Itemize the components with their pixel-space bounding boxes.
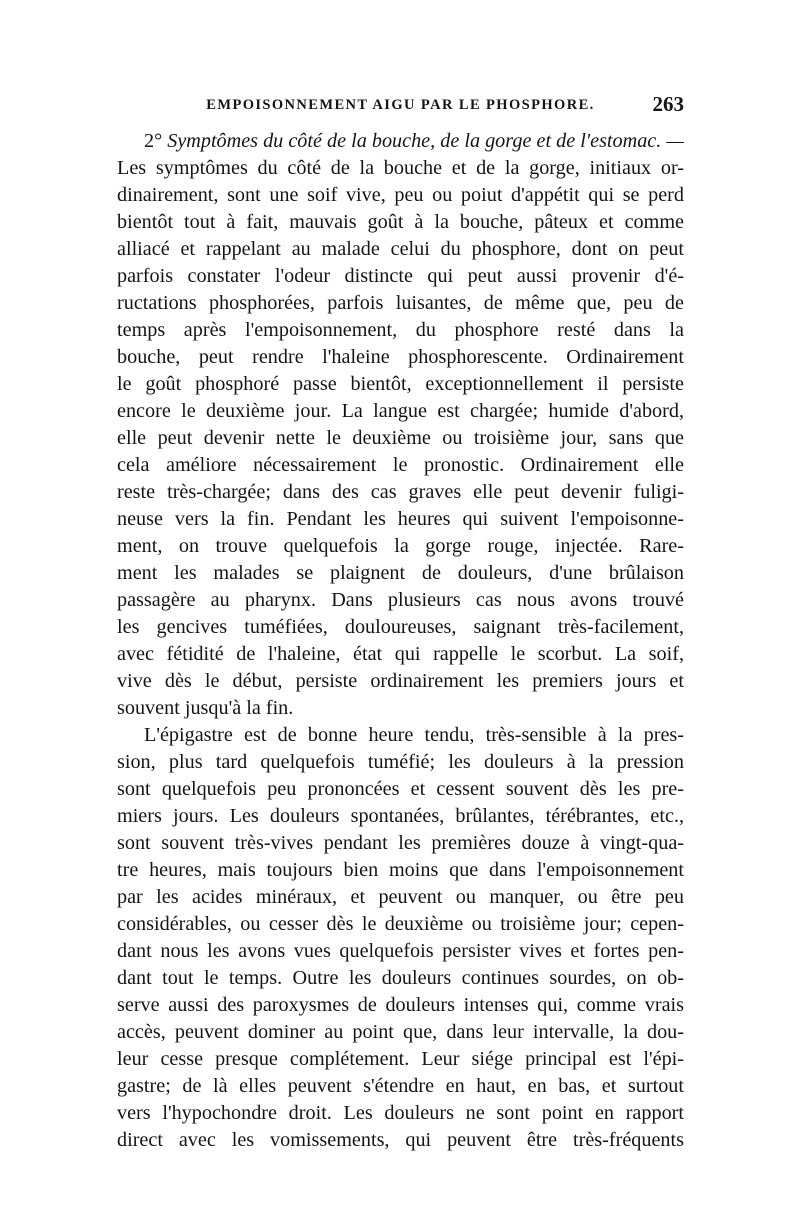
paragraph-line: bouche, peut rendre l'haleine phosphorescente. Ordinairement [117, 346, 684, 368]
paragraph-line: sont quelquefois peu prononcées et cessent souvent dès les pre- [117, 778, 684, 800]
paragraph-line: serve aussi des paroxysmes de douleurs intenses qui, comme vrais [117, 994, 684, 1016]
paragraph-line: direct avec les vomissements, qui peuvent être très-fréquents [117, 1129, 684, 1151]
paragraph-line: souvent jusqu'à la fin. [117, 697, 294, 719]
paragraph-line: tre heures, mais toujours bien moins que dans l'empoisonnement [117, 859, 684, 881]
paragraph-line: gastre; de là elles peuvent s'étendre en haut, en bas, et surtout [117, 1075, 684, 1097]
paragraph-line: temps après l'empoisonnement, du phosphore resté dans la [117, 319, 684, 341]
paragraph-line: ment les malades se plaignent de douleurs, d'une brûlaison [117, 562, 684, 584]
section-number: 2° [144, 130, 163, 152]
paragraph-line: dant tout le temps. Outre les douleurs continues sourdes, on ob- [117, 967, 684, 989]
paragraph-line: L'épigastre est de bonne heure tendu, très-sensible à la pres- [144, 724, 684, 746]
paragraph-line: avec fétidité de l'haleine, état qui rappelle le scorbut. La soif, [117, 643, 684, 665]
paragraph-line: le goût phosphoré passe bientôt, exceptionnellement il persiste [117, 373, 684, 395]
paragraph-line: ment, on trouve quelquefois la gorge rouge, injectée. Rare- [117, 535, 684, 557]
paragraph-line: ructations phosphorées, parfois luisantes, de même que, peu de [117, 292, 684, 314]
paragraph-line: bientôt tout à fait, mauvais goût à la bouche, pâteux et comme [117, 211, 684, 233]
body-text [117, 128, 684, 1154]
paragraph-line: considérables, ou cesser dès le deuxième ou troisième jour; cepen- [117, 913, 684, 935]
paragraph-line: Les symptômes du côté de la bouche et de la gorge, initiaux or- [117, 157, 684, 179]
paragraph-line: les gencives tuméfiées, douloureuses, saignant très-facilement, [117, 616, 684, 638]
paragraph-line: leur cesse presque complétement. Leur siége principal est l'épi- [117, 1048, 684, 1070]
paragraph-line: neuse vers la fin. Pendant les heures qui suivent l'empoisonne- [117, 508, 684, 530]
paragraph-line: alliacé et rappelant au malade celui du phosphore, dont on peut [117, 238, 684, 260]
paragraph-line: passagère au pharynx. Dans plusieurs cas nous avons trouvé [117, 589, 684, 611]
paragraph-line: sont souvent très-vives pendant les premières douze à vingt-qua- [117, 832, 684, 854]
section-heading-line [117, 128, 684, 155]
paragraph-line: dinairement, sont une soif vive, peu ou poiut d'appétit qui se perd [117, 184, 684, 206]
paragraph-line: reste très-chargée; dans des cas graves elle peut devenir fuligi- [117, 481, 684, 503]
running-title: EMPOISONNEMENT AIGU PAR LE PHOSPHORE. [206, 97, 595, 113]
paragraph-line: miers jours. Les douleurs spontanées, brûlantes, térébrantes, etc., [117, 805, 684, 827]
paragraph-line: vers l'hypochondre droit. Les douleurs ne sont point en rapport [117, 1102, 684, 1124]
paragraph-line: par les acides minéraux, et peuvent ou manquer, ou être peu [117, 886, 684, 908]
paragraph-line: vive dès le début, persiste ordinairement les premiers jours et [117, 670, 684, 692]
paragraph-line: accès, peuvent dominer au point que, dans leur intervalle, la dou- [117, 1021, 684, 1043]
page-number: 263 [652, 92, 684, 116]
paragraph-line: sion, plus tard quelquefois tuméfié; les douleurs à la pression [117, 751, 684, 773]
running-head [117, 92, 684, 122]
paragraph-line: dant nous les avons vues quelquefois persister vives et fortes pen- [117, 940, 684, 962]
section-heading: Symptômes du côté de la bouche, de la gorge et de l'estomac. — [167, 130, 684, 152]
paragraph-line: encore le deuxième jour. La langue est chargée; humide d'abord, [117, 400, 684, 422]
paragraph-line: elle peut devenir nette le deuxième ou troisième jour, sans que [117, 427, 684, 449]
paragraph-line: parfois constater l'odeur distincte qui peut aussi provenir d'é- [117, 265, 684, 287]
paragraph-line: cela améliore nécessairement le pronostic. Ordinairement elle [117, 454, 684, 476]
